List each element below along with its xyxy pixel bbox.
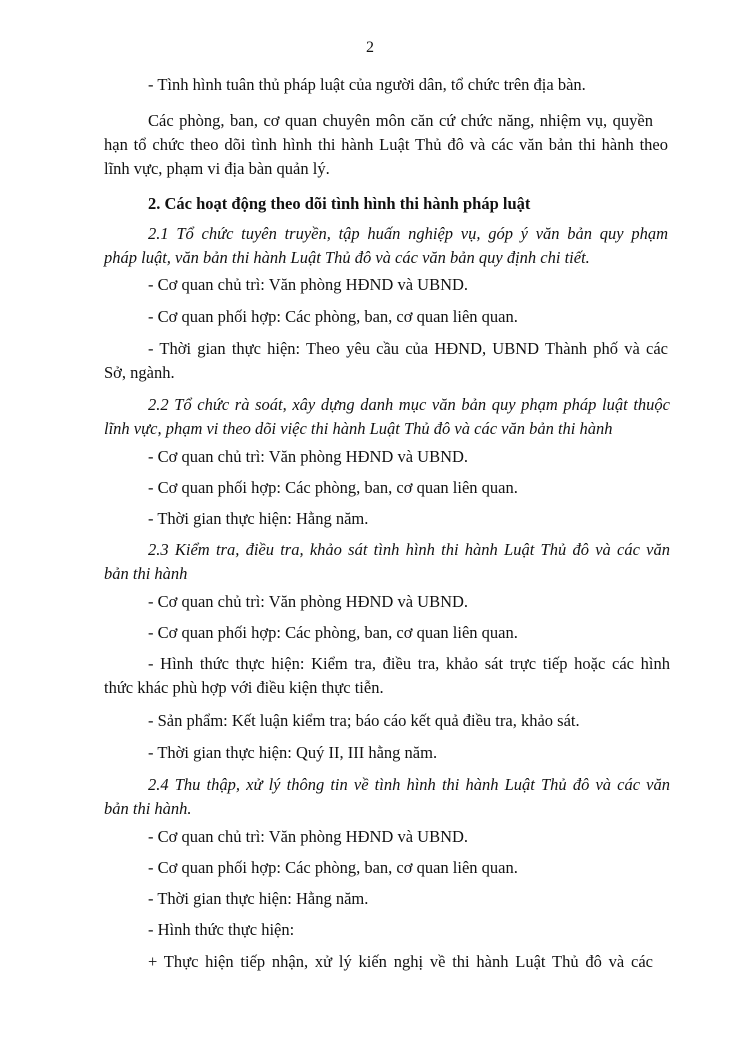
subsection-heading: 2.1 Tổ chức tuyên truyền, tập huấn nghiệp vụ, góp ý văn bản quy phạm [148,224,668,243]
text-line: lĩnh vực, phạm vi địa bàn quản lý. [104,159,330,178]
section-heading: 2. Các hoạt động theo dõi tình hình thi hành pháp luật [148,194,531,213]
text-line: - Thời gian thực hiện: Theo yêu cầu của HĐND, UBND Thành phố và các [148,339,668,358]
page-number: 2 [366,39,374,56]
subsection-heading: pháp luật, văn bản thi hành Luật Thủ đô và các văn bản quy định chi tiết. [104,248,590,267]
text-line: - Cơ quan phối hợp: Các phòng, ban, cơ quan liên quan. [148,858,518,877]
text-line: - Thời gian thực hiện: Hằng năm. [148,509,369,528]
text-line: Các phòng, ban, cơ quan chuyên môn căn cứ chức năng, nhiệm vụ, quyền [148,111,653,130]
text-line: - Cơ quan phối hợp: Các phòng, ban, cơ quan liên quan. [148,623,518,642]
text-line: - Cơ quan chủ trì: Văn phòng HĐND và UBND. [148,592,469,611]
text-line: - Hình thức thực hiện: [148,920,295,939]
subsection-heading: bản thi hành. [104,799,192,818]
text-line: - Thời gian thực hiện: Hằng năm. [148,889,369,908]
text-line: hạn tổ chức theo dõi tình hình thi hành Luật Thủ đô và các văn bản thi hành theo [104,135,668,154]
text-line: - Cơ quan phối hợp: Các phòng, ban, cơ quan liên quan. [148,478,518,497]
text-line: - Hình thức thực hiện: Kiểm tra, điều tra, khảo sát trực tiếp hoặc các hình [148,654,670,673]
text-line: - Thời gian thực hiện: Quý II, III hằng năm. [148,743,438,762]
subsection-heading: bản thi hành [104,564,188,583]
text-line: - Cơ quan chủ trì: Văn phòng HĐND và UBND. [148,827,469,846]
subsection-heading: 2.3 Kiểm tra, điều tra, khảo sát tình hình thi hành Luật Thủ đô và các văn [148,540,670,559]
text-line: - Cơ quan chủ trì: Văn phòng HĐND và UBND. [148,447,469,466]
subsection-heading: 2.2 Tổ chức rà soát, xây dựng danh mục văn bản quy phạm pháp luật thuộc [148,395,670,414]
text-line: + Thực hiện tiếp nhận, xử lý kiến nghị về thi hành Luật Thủ đô và các [148,952,653,971]
subsection-heading: lĩnh vực, phạm vi theo dõi việc thi hành Luật Thủ đô và các văn bản thi hành [104,419,613,438]
text-line: - Cơ quan phối hợp: Các phòng, ban, cơ quan liên quan. [148,307,518,326]
text-line: - Tình hình tuân thủ pháp luật của người dân, tổ chức trên địa bàn. [148,75,586,94]
subsection-heading: 2.4 Thu thập, xử lý thông tin về tình hình thi hành Luật Thủ đô và các văn [148,775,670,794]
text-line: - Sản phẩm: Kết luận kiểm tra; báo cáo kết quả điều tra, khảo sát. [148,711,580,730]
text-line: Sở, ngành. [104,363,175,382]
text-line: thức khác phù hợp với điều kiện thực tiễn. [104,678,384,697]
text-line: - Cơ quan chủ trì: Văn phòng HĐND và UBND. [148,275,469,294]
